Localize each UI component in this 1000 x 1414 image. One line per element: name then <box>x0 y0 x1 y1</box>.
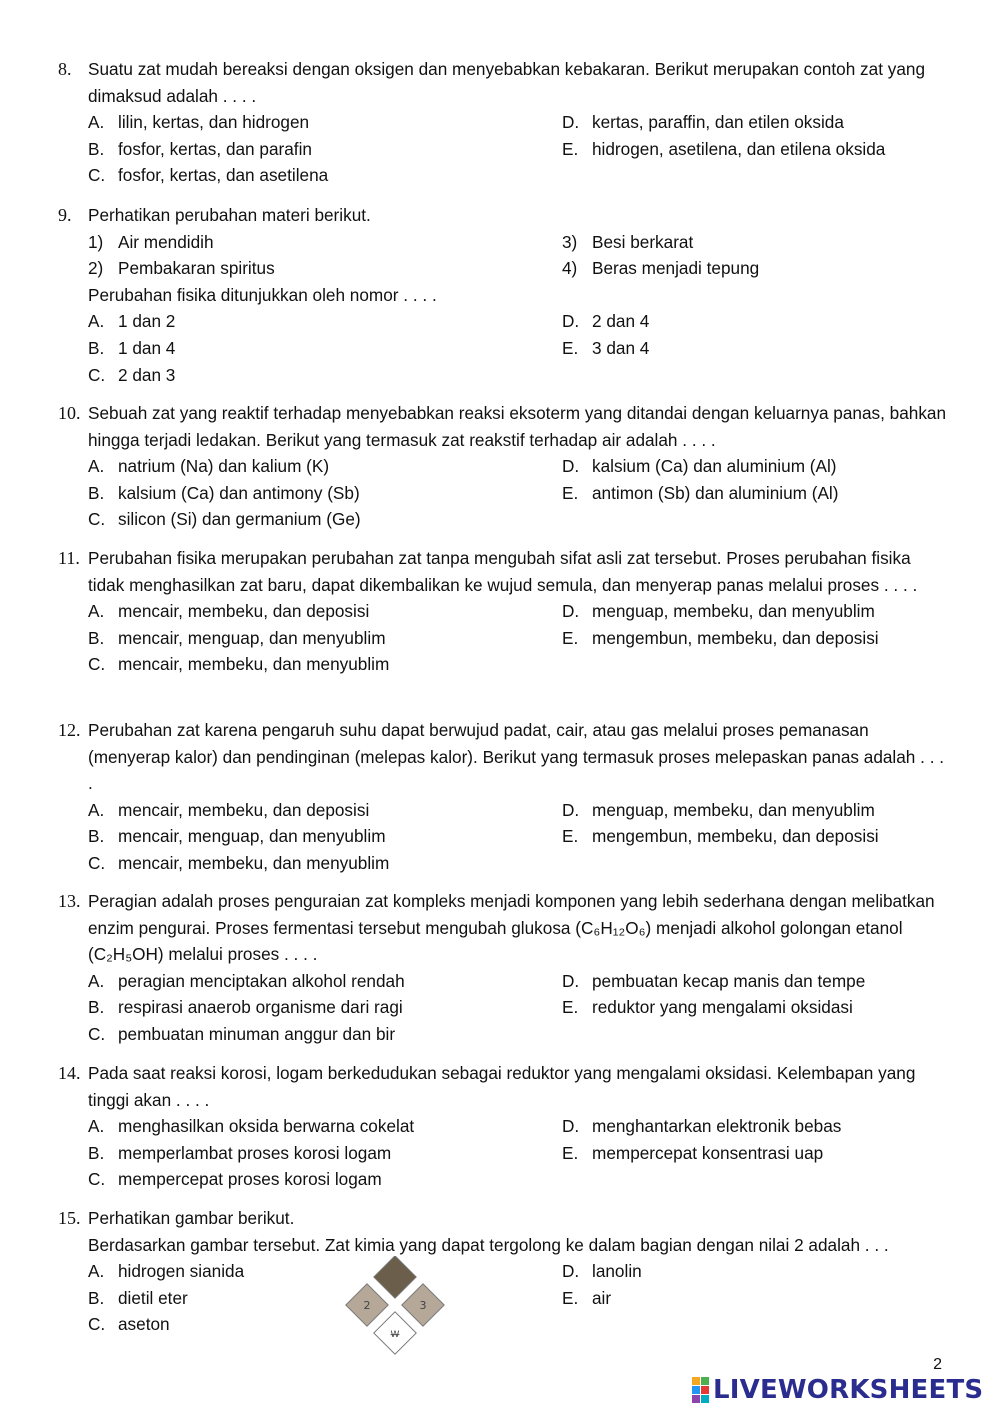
question-number: 13. <box>58 891 81 911</box>
option-letter: E. <box>562 138 579 159</box>
option-letter: C. <box>88 509 106 530</box>
option-text: menguap, membeku, dan menyublim <box>592 601 875 622</box>
question-10 <box>58 400 950 533</box>
option-letter: D. <box>562 601 580 622</box>
question-stem: Peragian adalah proses penguraian zat kompleks menjadi komponen yang lebih sederhana dengan melibatkan enzim pengurai. Proses fermentasi tersebut mengubah glukosa (C₆H₁₂O₆) menjadi alkohol golongan etanol (C₂H₅OH) melalui proses . . . . <box>88 891 935 965</box>
option-text: hidrogen sianida <box>118 1261 245 1282</box>
option-letter: D. <box>562 1116 580 1137</box>
option-text: pembuatan minuman anggur dan bir <box>118 1023 396 1044</box>
option-text: mencair, membeku, dan menyublim <box>118 852 390 873</box>
option-text: aseton <box>118 1314 170 1335</box>
option-letter: E. <box>562 826 579 847</box>
question-number: 12. <box>58 720 81 740</box>
option-d[interactable] <box>562 1113 962 1140</box>
statement-list <box>88 229 950 282</box>
question-stem: Perubahan zat karena pengaruh suhu dapat berwujud padat, cair, atau gas melalui proses pemanasan (menyerap kalor) dan pendinginan (melepas kalor). Berikut yang termasuk proses melepaskan panas adalah . . . . <box>88 720 945 794</box>
question-number: 9. <box>58 205 72 225</box>
option-letter: C. <box>88 852 106 873</box>
option-letter: D. <box>562 970 580 991</box>
option-a[interactable] <box>88 109 562 136</box>
option-a[interactable] <box>88 968 562 995</box>
statement-number: 2) <box>88 258 104 279</box>
option-letter: B. <box>88 1142 105 1163</box>
question-number: 10. <box>58 403 81 423</box>
option-letter: E. <box>562 1287 579 1308</box>
option-d[interactable] <box>562 308 962 335</box>
option-text: menghasilkan oksida berwarna cokelat <box>118 1116 415 1137</box>
statement-text: Air mendidih <box>118 231 214 252</box>
option-b[interactable] <box>88 335 562 362</box>
option-text: mencair, menguap, dan menyublim <box>118 826 386 847</box>
option-letter: D. <box>562 112 580 133</box>
question-stem: Sebuah zat yang reaktif terhadap menyebabkan reaksi eksoterm yang ditandai dengan keluarnya panas, bahkan hingga terjadi ledakan. Berikut yang termasuk zat reakstif terhadap air adalah . . . . <box>88 403 947 450</box>
option-text: pembuatan kecap manis dan tempe <box>592 970 866 991</box>
option-text: peragian menciptakan alkohol rendah <box>118 970 405 991</box>
option-text: fosfor, kertas, dan asetilena <box>118 165 329 186</box>
statement-item <box>562 229 962 256</box>
option-text: 1 dan 2 <box>118 311 176 332</box>
page-number: 2 <box>933 1356 942 1373</box>
option-c[interactable] <box>88 651 562 678</box>
option-e[interactable] <box>562 480 962 507</box>
option-d[interactable] <box>562 1258 962 1285</box>
option-c[interactable] <box>88 1166 562 1193</box>
option-b[interactable] <box>88 823 562 850</box>
statement-number: 3) <box>562 231 578 252</box>
option-letter: D. <box>562 1261 580 1282</box>
question-stem: Perhatikan gambar berikut. <box>88 1208 295 1228</box>
option-text: kertas, paraffin, dan etilen oksida <box>592 112 844 133</box>
statement-item <box>562 255 962 282</box>
option-letter: E. <box>562 1142 579 1163</box>
hazard-diamond-figure <box>342 1256 448 1362</box>
option-text: mencair, membeku, dan deposisi <box>118 799 370 820</box>
option-letter: A. <box>88 601 105 622</box>
question-prompt: Berdasarkan gambar tersebut. Zat kimia yang dapat tergolong ke dalam bagian dengan nilai 2 adalah . . . <box>88 1234 889 1255</box>
option-text: mempercepat konsentrasi uap <box>592 1142 824 1163</box>
diamond-right-value: 3 <box>419 1299 427 1312</box>
option-letter: C. <box>88 364 106 385</box>
option-letter: A. <box>88 799 105 820</box>
option-letter: E. <box>562 482 579 503</box>
question-15 <box>58 1205 950 1338</box>
statement-number: 1) <box>88 231 104 252</box>
option-a[interactable] <box>88 598 562 625</box>
brand-name: LIVEWORKSHEETS <box>713 1375 984 1405</box>
statement-number: 4) <box>562 258 578 279</box>
option-d[interactable] <box>562 797 962 824</box>
statement-text: Beras menjadi tepung <box>592 258 760 279</box>
option-letter: C. <box>88 1023 106 1044</box>
option-a[interactable] <box>88 453 562 480</box>
option-letter: B. <box>88 826 105 847</box>
option-b[interactable] <box>88 136 562 163</box>
option-letter: C. <box>88 165 106 186</box>
option-letter: A. <box>88 456 105 477</box>
option-d[interactable] <box>562 453 962 480</box>
option-text: memperlambat proses korosi logam <box>118 1142 392 1163</box>
question-number: 15. <box>58 1208 81 1228</box>
option-text: respirasi anaerob organisme dari ragi <box>118 997 403 1018</box>
option-text: silicon (Si) dan germanium (Ge) <box>118 509 361 530</box>
option-a[interactable] <box>88 797 562 824</box>
liveworksheets-logo <box>692 1374 983 1406</box>
question-9 <box>58 202 950 388</box>
option-letter: D. <box>562 311 580 332</box>
option-text: reduktor yang mengalami oksidasi <box>592 997 853 1018</box>
option-e[interactable] <box>562 1140 962 1167</box>
diamond-left-value: 2 <box>363 1299 371 1312</box>
option-letter: C. <box>88 1314 106 1335</box>
option-text: natrium (Na) dan kalium (K) <box>118 456 330 477</box>
question-13 <box>58 888 950 1048</box>
question-8 <box>58 56 950 189</box>
diamond-bottom-value: W <box>390 1330 400 1340</box>
option-text: antimon (Sb) dan aluminium (Al) <box>592 482 839 503</box>
option-b[interactable] <box>88 480 562 507</box>
statement-text: Besi berkarat <box>592 231 694 252</box>
question-stem: Perhatikan perubahan materi berikut. <box>88 205 371 225</box>
option-text: mengembun, membeku, dan deposisi <box>592 627 879 648</box>
question-number: 11. <box>58 548 80 568</box>
option-text: hidrogen, asetilena, dan etilena oksida <box>592 138 886 159</box>
option-letter: C. <box>88 654 106 675</box>
option-text: kalsium (Ca) dan antimony (Sb) <box>118 482 360 503</box>
question-11 <box>58 545 950 678</box>
option-e[interactable] <box>562 1285 962 1312</box>
option-text: mencair, membeku, dan menyublim <box>118 654 390 675</box>
option-e[interactable] <box>562 625 962 652</box>
option-b[interactable] <box>88 625 562 652</box>
option-e[interactable] <box>562 335 962 362</box>
option-b[interactable] <box>88 994 562 1021</box>
option-text: mencair, membeku, dan deposisi <box>118 601 370 622</box>
option-letter: E. <box>562 627 579 648</box>
option-c[interactable] <box>88 162 562 189</box>
question-stem: Pada saat reaksi korosi, logam berkedudukan sebagai reduktor yang mengalami oksidasi. Kelembapan yang tinggi akan . . . . <box>88 1063 916 1110</box>
option-text: lilin, kertas, dan hidrogen <box>118 112 310 133</box>
option-letter: D. <box>562 456 580 477</box>
option-letter: A. <box>88 112 105 133</box>
option-letter: C. <box>88 1169 106 1190</box>
option-e[interactable] <box>562 136 962 163</box>
statement-item <box>88 255 562 282</box>
question-stem: Perubahan fisika merupakan perubahan zat tanpa mengubah sifat asli zat tersebut. Proses perubahan fisika tidak menghasilkan zat baru, dapat dikembalikan ke wujud semula, dan menyerap panas melalui proses . . . . <box>88 548 918 595</box>
option-letter: A. <box>88 311 105 332</box>
option-d[interactable] <box>562 598 962 625</box>
option-e[interactable] <box>562 994 962 1021</box>
option-text: fosfor, kertas, dan parafin <box>118 138 312 159</box>
option-letter: B. <box>88 1287 105 1308</box>
option-b[interactable] <box>88 1140 562 1167</box>
option-text: kalsium (Ca) dan aluminium (Al) <box>592 456 837 477</box>
option-text: mempercepat proses korosi logam <box>118 1169 382 1190</box>
option-text: mengembun, membeku, dan deposisi <box>592 826 879 847</box>
option-text: 2 dan 4 <box>592 311 650 332</box>
option-c[interactable] <box>88 362 562 389</box>
option-text: menghantarkan elektronik bebas <box>592 1116 842 1137</box>
logo-blocks-icon <box>692 1377 709 1403</box>
option-a[interactable] <box>88 1258 562 1285</box>
question-prompt: Perubahan fisika ditunjukkan oleh nomor . . . . <box>88 284 437 305</box>
diamond-top-quadrant <box>374 1256 416 1298</box>
option-c[interactable] <box>88 1021 562 1048</box>
option-text: 1 dan 4 <box>118 337 176 358</box>
option-text: dietil eter <box>118 1287 188 1308</box>
question-14 <box>58 1060 950 1193</box>
option-text: mencair, menguap, dan menyublim <box>118 627 386 648</box>
option-letter: B. <box>88 997 105 1018</box>
option-text: menguap, membeku, dan menyublim <box>592 799 875 820</box>
option-a[interactable] <box>88 308 562 335</box>
option-letter: E. <box>562 337 579 358</box>
option-text: lanolin <box>592 1261 642 1282</box>
option-letter: B. <box>88 337 105 358</box>
option-letter: A. <box>88 970 105 991</box>
option-e[interactable] <box>562 823 962 850</box>
option-d[interactable] <box>562 968 962 995</box>
option-letter: D. <box>562 799 580 820</box>
question-12 <box>58 717 950 877</box>
option-letter: B. <box>88 138 105 159</box>
option-c[interactable] <box>88 1311 562 1338</box>
option-letter: E. <box>562 997 579 1018</box>
statement-item <box>88 229 562 256</box>
option-d[interactable] <box>562 109 962 136</box>
option-text: air <box>592 1287 612 1308</box>
option-letter: B. <box>88 627 105 648</box>
option-a[interactable] <box>88 1113 562 1140</box>
option-text: 2 dan 3 <box>118 364 176 385</box>
statement-text: Pembakaran spiritus <box>118 258 275 279</box>
option-c[interactable] <box>88 506 562 533</box>
option-b[interactable] <box>88 1285 562 1312</box>
option-letter: A. <box>88 1116 105 1137</box>
option-letter: B. <box>88 482 105 503</box>
question-stem: Suatu zat mudah bereaksi dengan oksigen dan menyebabkan kebakaran. Berikut merupakan contoh zat yang dimaksud adalah . . . . <box>88 59 926 106</box>
question-number: 14. <box>58 1063 81 1083</box>
option-letter: A. <box>88 1261 105 1282</box>
option-text: 3 dan 4 <box>592 337 650 358</box>
option-c[interactable] <box>88 850 562 877</box>
question-number: 8. <box>58 59 72 79</box>
